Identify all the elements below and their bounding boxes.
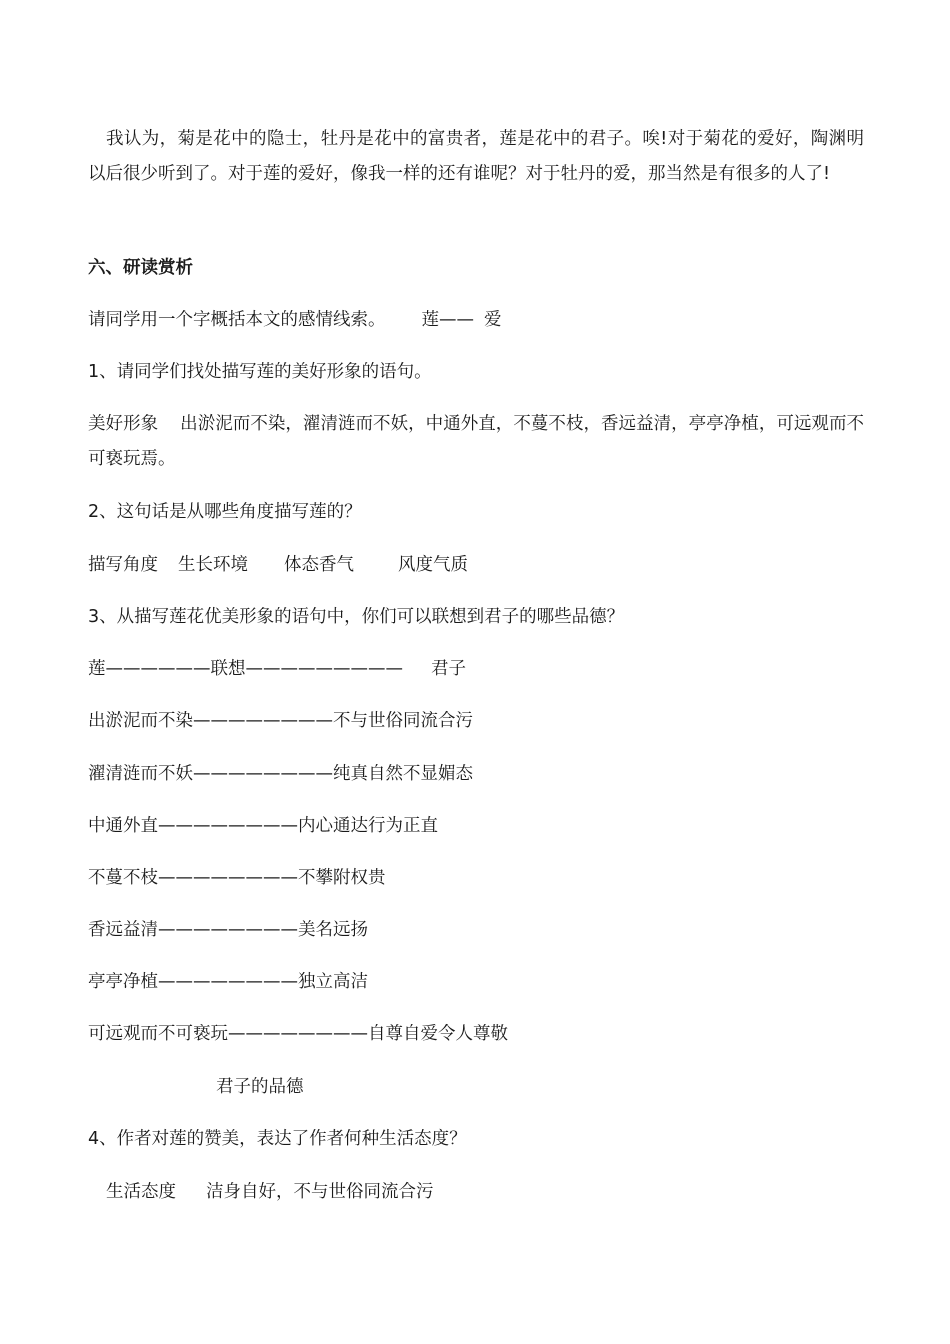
q3-header-right: 君子 xyxy=(431,659,466,679)
q3-header-line xyxy=(88,657,466,681)
lead-question-line xyxy=(88,308,502,332)
q3-row: 濯清涟而不妖————————纯真自然不显媚态 xyxy=(88,764,473,784)
lead-answer-a: 莲—— xyxy=(421,310,474,330)
q2-question: 2、这句话是从哪些角度描写莲的？ xyxy=(88,502,362,522)
q1-answer-block xyxy=(88,407,864,477)
q4-question: 4、作者对莲的赞美，表达了作者何种生活态度？ xyxy=(88,1129,467,1149)
q2-label: 描写角度 xyxy=(88,555,158,575)
q3-row: 不蔓不枝————————不攀附权贵 xyxy=(88,868,386,888)
q3-question: 3、从描写莲花优美形象的语句中，你们可以联想到君子的哪些品德？ xyxy=(88,607,625,627)
q3-row: 中通外直————————内心通达行为正直 xyxy=(88,816,438,836)
q4-answer: 洁身自好，不与世俗同流合污 xyxy=(206,1182,434,1202)
q1-answer: 出淤泥而不染，濯清涟而不妖，中通外直，不蔓不枝，香远益清，亭亭净植，可远观而不可亵玩焉。 xyxy=(88,414,864,469)
q2-answer-line xyxy=(88,553,468,577)
q1-label: 美好形象 xyxy=(88,414,159,434)
q3-row: 亭亭净植————————独立高洁 xyxy=(88,972,368,992)
q2-item: 生长环境 xyxy=(178,555,248,575)
q1-question: 1、请同学们找处描写莲的美好形象的语句。 xyxy=(88,362,432,382)
q3-row: 出淤泥而不染————————不与世俗同流合污 xyxy=(88,711,473,731)
lead-question: 请同学用一个字概括本文的感情线索。 xyxy=(88,310,386,330)
q2-item: 风度气质 xyxy=(398,555,468,575)
q3-header-left: 莲——————联想————————— xyxy=(88,659,403,679)
section-heading: 六、研读赏析 xyxy=(88,258,193,278)
q2-item: 体态香气 xyxy=(284,555,354,575)
q4-label: 生活态度 xyxy=(106,1182,176,1202)
q4-answer-line xyxy=(106,1180,434,1204)
q3-row: 可远观而不可亵玩————————自尊自爱令人尊敬 xyxy=(88,1024,508,1044)
q3-summary: 君子的品德 xyxy=(216,1077,304,1097)
q3-row: 香远益清————————美名远扬 xyxy=(88,920,368,940)
intro-paragraph: 我认为，菊是花中的隐士，牡丹是花中的富贵者，莲是花中的君子。唉!对于菊花的爱好，陶渊明以后很少听到了。对于莲的爱好，像我一样的还有谁呢？对于牡丹的爱，那当然是有很多的人了! xyxy=(88,129,864,184)
lead-answer-b: 爱 xyxy=(484,310,502,330)
